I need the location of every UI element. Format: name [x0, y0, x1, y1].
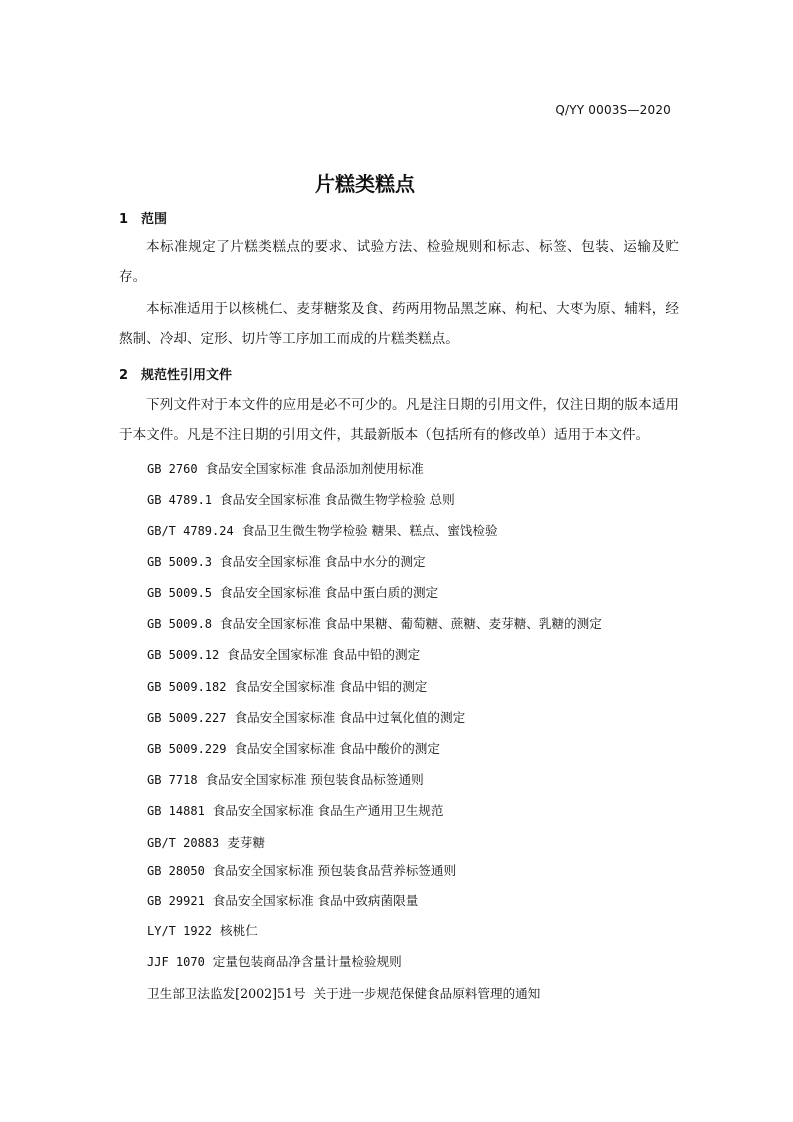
- reference-item: [147, 832, 265, 851]
- reference-code: GB/T 20883: [147, 836, 220, 850]
- section-heading-normative-references: [119, 364, 232, 383]
- reference-code: GB 2760: [147, 462, 198, 476]
- reference-title: 食品安全国家标准 食品生产通用卫生规范: [212, 803, 444, 818]
- standard-code: Q/YY 0003S—2020: [555, 103, 671, 117]
- reference-item: [147, 951, 402, 970]
- reference-title: 食品安全国家标准 食品中酸价的测定: [234, 741, 440, 756]
- reference-item: [147, 489, 455, 508]
- reference-code: GB 5009.8: [147, 617, 213, 631]
- reference-item: [147, 738, 440, 757]
- reference-code: GB 5009.182: [147, 680, 227, 694]
- reference-item: [147, 920, 258, 939]
- reference-title: 食品安全国家标准 食品中果糖、葡萄糖、蔗糖、麦芽糖、乳糖的测定: [220, 616, 602, 631]
- reference-code: GB 4789.1: [147, 493, 213, 507]
- reference-title: 关于进一步规范保健食品原料管理的通知: [313, 986, 541, 1001]
- section-title: 规范性引用文件: [141, 368, 233, 383]
- reference-item: [147, 983, 540, 1002]
- reference-title: 食品安全国家标准 食品中蛋白质的测定: [220, 585, 439, 600]
- section-number: 1: [119, 212, 129, 227]
- references-intro-paragraph: 下列文件对于本文件的应用是必不可少的。凡是注日期的引用文件，仅注日期的版本适用于本文件。凡是不注日期的引用文件，其最新版本（包括所有的修改单）适用于本文件。: [119, 397, 679, 443]
- reference-code: GB 28050: [147, 864, 205, 878]
- reference-code: GB 5009.3: [147, 555, 213, 569]
- reference-item: [147, 676, 427, 695]
- reference-code: GB 14881: [147, 804, 205, 818]
- reference-title: 食品卫生微生物学检验 糖果、糕点、蜜饯检验: [241, 523, 498, 538]
- reference-code: 卫生部卫法监发[2002]51号: [147, 986, 306, 1001]
- reference-item: [147, 551, 426, 570]
- reference-code: GB 5009.229: [147, 742, 227, 756]
- reference-item: [147, 707, 465, 726]
- reference-title: 食品安全国家标准 食品添加剂使用标准: [205, 461, 424, 476]
- reference-item: [147, 644, 420, 663]
- reference-code: GB 5009.5: [147, 586, 213, 600]
- section-heading-scope: [119, 208, 167, 227]
- reference-item: [147, 458, 424, 477]
- reference-title: 食品安全国家标准 预包装食品营养标签通则: [212, 863, 457, 878]
- section-number: 2: [119, 368, 129, 383]
- reference-item: [147, 613, 602, 632]
- document-title: 片糕类糕点: [315, 172, 415, 196]
- scope-paragraph-1: 本标准规定了片糕类糕点的要求、试验方法、检验规则和标志、标签、包装、运输及贮存。: [119, 239, 679, 285]
- scope-paragraph-2: 本标准适用于以核桃仁、麦芽糖浆及食、药两用物品黑芝麻、枸杞、大枣为原、辅料，经熬制、冷却、定形、切片等工序加工而成的片糕类糕点。: [119, 301, 679, 347]
- reference-code: GB 29921: [147, 894, 205, 908]
- reference-item: [147, 520, 498, 539]
- reference-code: GB 7718: [147, 773, 198, 787]
- reference-title: 核桃仁: [220, 923, 258, 938]
- reference-item: [147, 769, 424, 788]
- reference-title: 麦芽糖: [227, 835, 266, 850]
- section-title: 范围: [141, 212, 168, 227]
- reference-code: GB 5009.12: [147, 648, 220, 662]
- reference-code: JJF 1070: [147, 955, 205, 969]
- reference-title: 食品安全国家标准 食品中致病菌限量: [212, 893, 419, 908]
- reference-item: [147, 860, 456, 879]
- reference-title: 食品安全国家标准 预包装食品标签通则: [205, 772, 424, 787]
- reference-item: [147, 890, 418, 909]
- reference-code: GB 5009.227: [147, 711, 227, 725]
- reference-title: 食品安全国家标准 食品微生物学检验 总则: [220, 492, 455, 507]
- reference-item: [147, 800, 444, 819]
- reference-code: GB/T 4789.24: [147, 524, 234, 538]
- reference-code: LY/T 1922: [147, 924, 213, 938]
- reference-title: 食品安全国家标准 食品中铅的测定: [227, 647, 421, 662]
- reference-title: 食品安全国家标准 食品中水分的测定: [220, 554, 426, 569]
- reference-title: 食品安全国家标准 食品中铝的测定: [234, 679, 428, 694]
- reference-title: 食品安全国家标准 食品中过氧化值的测定: [234, 710, 466, 725]
- reference-item: [147, 582, 438, 601]
- reference-title: 定量包装商品净含量计量检验规则: [212, 954, 402, 969]
